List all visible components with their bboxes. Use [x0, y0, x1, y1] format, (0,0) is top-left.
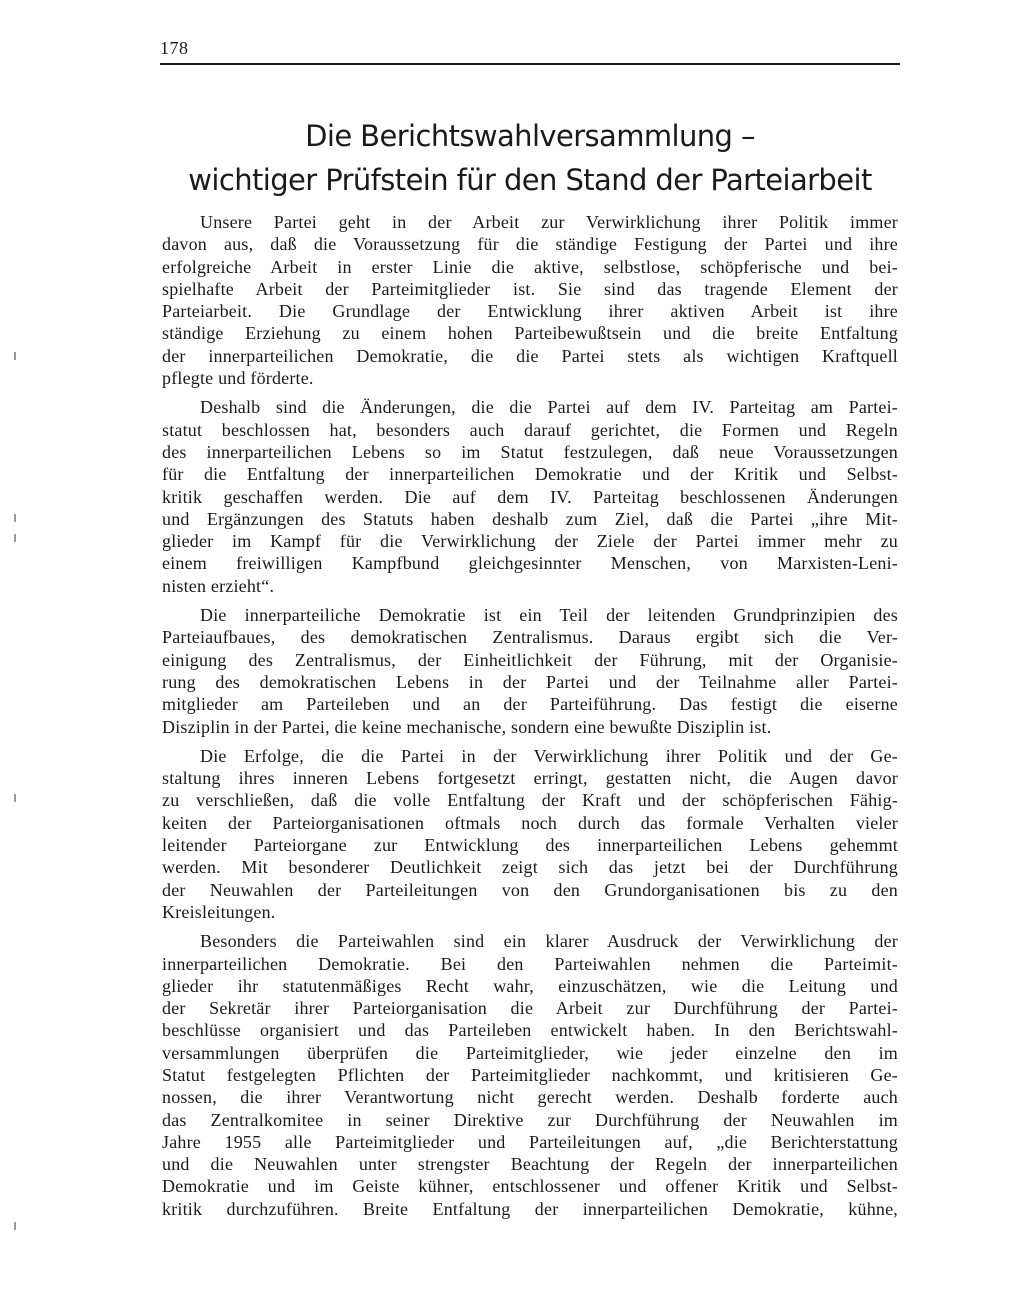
text-line: Statut festgelegten Pflichten der Parteimitglieder nachkommt, und kritisieren Ge-: [162, 1064, 898, 1085]
text-line: nossen, die ihrer Verantwortung nicht gerecht werden. Deshalb forderte auch: [162, 1087, 898, 1108]
text-line: Parteiarbeit. Die Grundlage der Entwicklung ihrer aktiven Arbeit ist ihre: [162, 301, 898, 322]
text-line: zu verschließen, daß die volle Entfaltung der Kraft und der schöpferischen Fähig-: [162, 790, 898, 811]
margin-mark: [14, 514, 16, 522]
paragraph: [162, 396, 898, 597]
text-line: staltung ihres inneren Lebens fortgesetzt erringt, gestatten nicht, die Augen davor: [162, 768, 898, 789]
text-line: Demokratie und im Geiste kühner, entschlossener und offener Kritik und Selbst-: [162, 1176, 898, 1197]
text-line: kritik durchzuführen. Breite Entfaltung der innerparteilichen Demokratie, kühne,: [162, 1198, 898, 1219]
text-line: glieder ihr statutenmäßiges Recht wahr, einzuschätzen, wie die Leitung und: [162, 975, 898, 996]
text-line: Die Erfolge, die die Partei in der Verwirklichung ihrer Politik und der Ge-: [200, 745, 898, 766]
text-line: Deshalb sind die Änderungen, die die Partei auf dem IV. Parteitag am Partei-: [200, 397, 898, 418]
text-line: das Zentralkomitee in seiner Direktive zur Durchführung der Neuwahlen im: [162, 1109, 898, 1130]
text-line: des innerparteilichen Lebens so im Statut festzulegen, daß neue Voraussetzungen: [162, 441, 898, 462]
text-line: Jahre 1955 alle Parteimitglieder und Parteileitungen auf, „die Berichterstattung: [162, 1131, 898, 1152]
text-line: mitglieder am Parteileben und an der Parteiführung. Das festigt die eiserne: [162, 694, 898, 715]
page-header: [160, 38, 900, 66]
text-line: Besonders die Parteiwahlen sind ein klarer Ausdruck der Verwirklichung der: [200, 931, 898, 952]
text-line: erfolgreiche Arbeit in erster Linie die aktive, selbstlose, schöpferische und bei-: [162, 256, 898, 277]
text-line: davon aus, daß die Voraussetzung für die ständige Festigung der Partei und ihre: [162, 234, 898, 255]
body-text: [162, 211, 898, 1227]
text-line: spielhafte Arbeit der Parteimitglieder ist. Sie sind das tragende Element der: [162, 278, 898, 299]
paragraph: [162, 745, 898, 923]
text-line: glieder im Kampf für die Verwirklichung der Ziele der Partei immer mehr zu: [162, 531, 898, 552]
paragraph: [162, 930, 898, 1220]
page-number: 178: [160, 38, 189, 58]
text-line: beschlüsse organisiert und das Parteileben entwickelt haben. In den Berichtswahl-: [162, 1020, 898, 1041]
text-line: rung des demokratischen Lebens in der Partei und der Teilnahme aller Partei-: [162, 671, 898, 692]
text-line: keiten der Parteiorganisationen oftmals noch durch das formale Verhalten vieler: [162, 812, 898, 833]
text-line: werden. Mit besonderer Deutlichkeit zeigt sich das jetzt bei der Durchführung: [162, 857, 898, 878]
text-line: nisten erzieht“.: [162, 575, 275, 596]
text-line: der Sekretär ihrer Parteiorganisation die Arbeit zur Durchführung der Partei-: [162, 998, 898, 1019]
text-line: und die Neuwahlen unter strengster Beachtung der Regeln der innerparteilichen: [162, 1154, 898, 1175]
text-line: statut beschlossen hat, besonders auch darauf gerichtet, die Formen und Regeln: [162, 419, 898, 440]
margin-mark: [14, 794, 16, 802]
text-line: Unsere Partei geht in der Arbeit zur Verwirklichung ihrer Politik immer: [200, 212, 898, 232]
text-line: einem freiwilligen Kampfbund gleichgesinnter Menschen, von Marxisten-Leni-: [162, 553, 898, 574]
text-line: pflegte und förderte.: [162, 368, 314, 389]
text-line: Disziplin in der Partei, die keine mechanische, sondern eine bewußte Disziplin ist.: [162, 716, 772, 737]
header-rule: [160, 63, 900, 65]
text-line: und Ergänzungen des Statuts haben deshalb zum Ziel, daß die Partei „ihre Mit-: [162, 508, 898, 529]
text-line: der Neuwahlen der Parteileitungen von den Grundorganisationen bis zu den: [162, 879, 898, 900]
text-line: Die innerparteiliche Demokratie ist ein Teil der leitenden Grundprinzipien des: [200, 605, 898, 626]
text-line: innerparteilichen Demokratie. Bei den Parteiwahlen nehmen die Parteimit-: [162, 953, 898, 974]
text-line: Kreisleitungen.: [162, 901, 276, 922]
text-line: kritik geschaffen werden. Die auf dem IV. Parteitag beschlossenen Änderungen: [162, 486, 898, 507]
paragraph: [162, 211, 898, 389]
text-line: ständige Erziehung zu einem hohen Parteibewußtsein und die breite Entfaltung: [162, 323, 898, 344]
text-line: einigung des Zentralismus, der Einheitlichkeit der Führung, mit der Organisie-: [162, 649, 898, 670]
margin-mark: [14, 352, 16, 360]
text-line: Parteiaufbaues, des demokratischen Zentralismus. Daraus ergibt sich die Ver-: [162, 627, 898, 648]
page-title: [160, 114, 900, 202]
text-line: der innerparteilichen Demokratie, die die Partei stets als wichtigen Kraftquell: [162, 345, 898, 366]
text-line: für die Entfaltung der innerparteilichen Demokratie und der Kritik und Selbst-: [162, 464, 898, 485]
paragraph: [162, 604, 898, 738]
title-line-1: Die Berichtswahlversammlung –: [305, 119, 755, 153]
text-line: leitender Parteiorgane zur Entwicklung des innerparteilichen Lebens gehemmt: [162, 835, 898, 856]
text-line: versammlungen überprüfen die Parteimitglieder, wie jeder einzelne den im: [162, 1042, 898, 1063]
margin-mark: [14, 1222, 16, 1230]
margin-mark: [14, 534, 16, 542]
title-line-2: wichtiger Prüfstein für den Stand der Parteiarbeit: [188, 163, 872, 197]
